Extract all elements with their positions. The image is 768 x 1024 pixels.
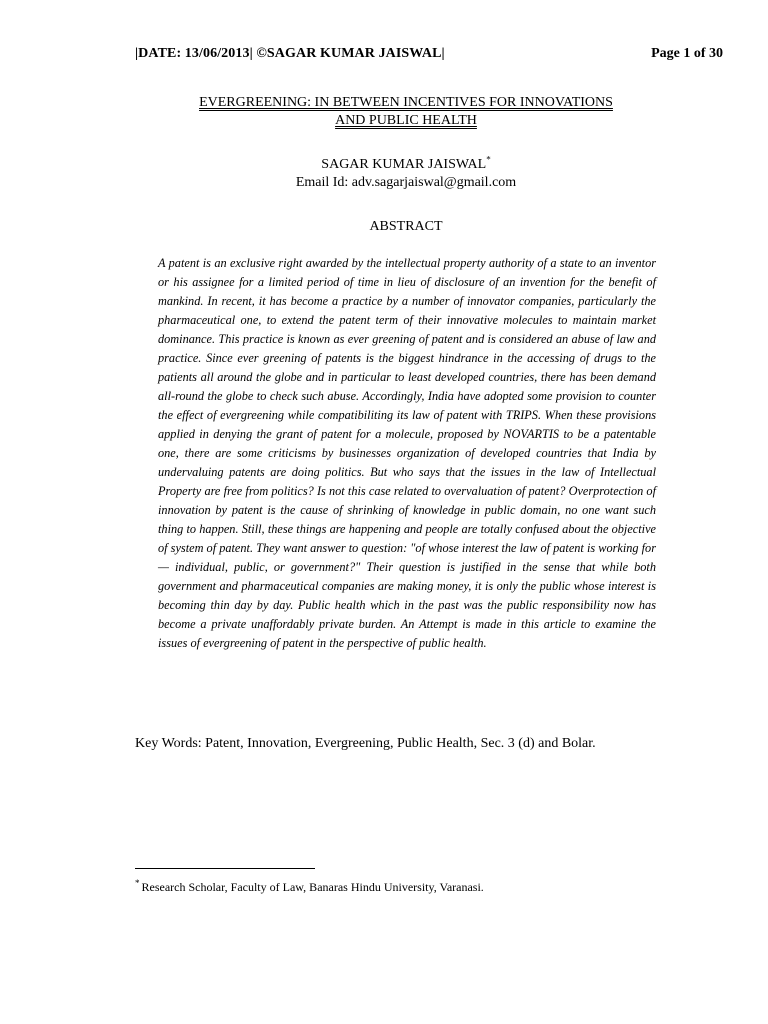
paper-title-line-1: EVERGREENING: IN BETWEEN INCENTIVES FOR INNOVATIONS <box>199 95 613 110</box>
abstract-text: A patent is an exclusive right awarded by the intellectual property authority of a state to an inventor or his assignee for a limited period of time in lieu of disclosure of an invention for the benefit of mankind. In recent, it has become a practice by a number of innovator companies, particularly the pharmaceutical one, to extend the patent term of their innovative molecules to maintain market dominance. This practice is known as ever greening of patent and is considered an abuse of law and practice. Since ever greening of patents is the biggest hindrance in the accessing of drugs to the patients all around the globe and in particular to least developed countries, there has been demand all-round the globe to check such abuse. Accordingly, India have adopted some provision to counter the effect of evergreening while compatibiliting its law of patent with TRIPS. When these provisions applied in denying the grant of patent for a molecule, proposed by NOVARTIS to be a patentable one, there are some criticisms by businesses organization of developed countries that India by undervaluing patents are doing politics. But who says that the issues in the law of Intellectual Property are free from politics? Is not this case related to overvaluation of patent? Overprotection of innovation by patent is the cause of shrinking of knowledge in public domain, no one want such thing to happen. Still, these things are happening and people are totally confused about the objective of system of patent. They want answer to question: "of whose interest the law of patent is working for — individual, public, or government?" Their question is justified in the sense that while both government and pharmaceutical companies are making money, it is only the public whose interest is becoming thin day by day. Public health which in the past was the public responsibility now has become a private unaffordably private burden. An Attempt is made in this article to examine the issues of evergreening of patent in the perspective of public health. <box>158 256 656 650</box>
footnote-divider <box>135 868 315 869</box>
footnote-marker: * <box>135 878 140 888</box>
header-date-author: |DATE: 13/06/2013| ©SAGAR KUMAR JAISWAL| <box>135 46 445 61</box>
footnote <box>135 879 484 895</box>
keywords: Key Words: Patent, Innovation, Evergreening, Public Health, Sec. 3 (d) and Bolar. <box>135 736 596 751</box>
footnote-text: Research Scholar, Faculty of Law, Banaras Hindu University, Varanasi. <box>141 880 484 894</box>
author-email: Email Id: adv.sagarjaiswal@gmail.com <box>295 175 517 190</box>
page-number: Page 1 of 30 <box>651 46 723 61</box>
paper-title <box>135 94 677 130</box>
author-name: SAGAR KUMAR JAISWAL <box>321 157 487 172</box>
author-line <box>135 156 677 174</box>
abstract-heading: ABSTRACT <box>369 219 443 234</box>
author-footnote-marker: * <box>486 154 491 165</box>
paper-title-line-2: AND PUBLIC HEALTH <box>335 113 477 128</box>
